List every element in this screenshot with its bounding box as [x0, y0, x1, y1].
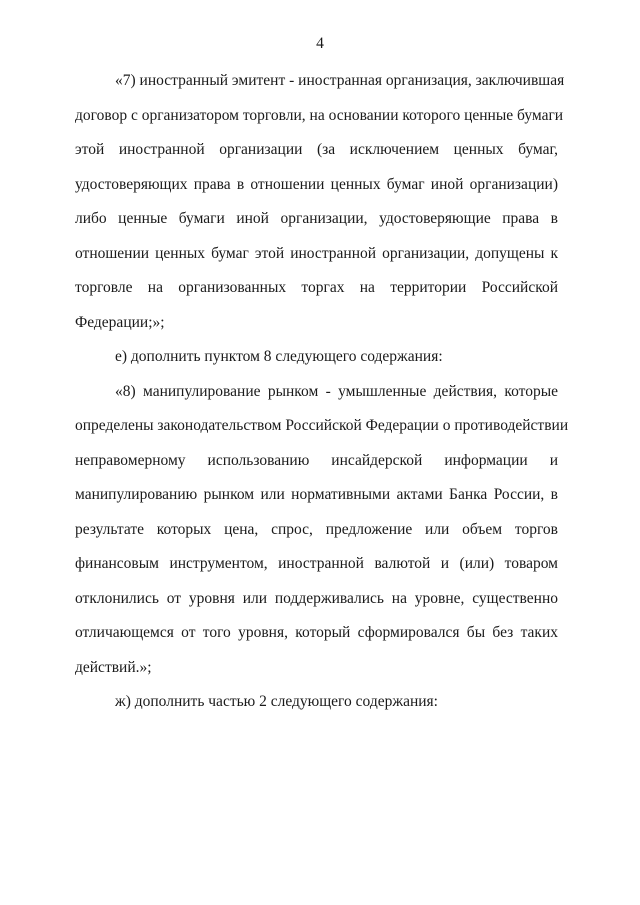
text-line: торговле на организованных торгах на территории Российской	[75, 279, 558, 296]
text-line: удостоверяющих права в отношении ценных бумаг иной организации)	[75, 175, 558, 193]
page-number: 4	[316, 35, 324, 52]
text-line: отношении ценных бумаг этой иностранной организации, допущены к	[75, 244, 558, 262]
text-line: ж) дополнить частью 2 следующего содержания:	[115, 693, 438, 710]
text-line: этой иностранной организации (за исключением ценных бумаг,	[75, 141, 558, 158]
text-line: манипулированию рынком или нормативными актами Банка России, в	[75, 486, 558, 503]
document-body	[75, 71, 569, 727]
text-line: отклонились от уровня или поддерживались на уровне, существенно	[75, 589, 558, 607]
text-line: договор с организатором торговли, на основании которого ценные бумаги	[75, 106, 564, 124]
text-line: результате которых цена, спрос, предложение или объем торгов	[75, 520, 558, 538]
text-line: определены законодательством Российской Федерации о противодействии	[75, 417, 569, 434]
text-line: либо ценные бумаги иной организации, удостоверяющие права в	[75, 210, 558, 227]
text-line: «8) манипулирование рынком - умышленные действия, которые	[115, 382, 558, 400]
text-line: «7) иностранный эмитент - иностранная организация, заключившая	[115, 72, 565, 89]
text-line: отличающемся от того уровня, который сформировался бы без таких	[75, 624, 558, 641]
text-line: е) дополнить пунктом 8 следующего содержания:	[115, 348, 443, 365]
text-line: неправомерному использованию инсайдерской информации и	[75, 451, 558, 469]
text-line: финансовым инструментом, иностранной валютой и (или) товаром	[75, 555, 558, 572]
text-line: Федерации;»;	[75, 313, 165, 331]
text-line: действий.»;	[75, 658, 152, 676]
